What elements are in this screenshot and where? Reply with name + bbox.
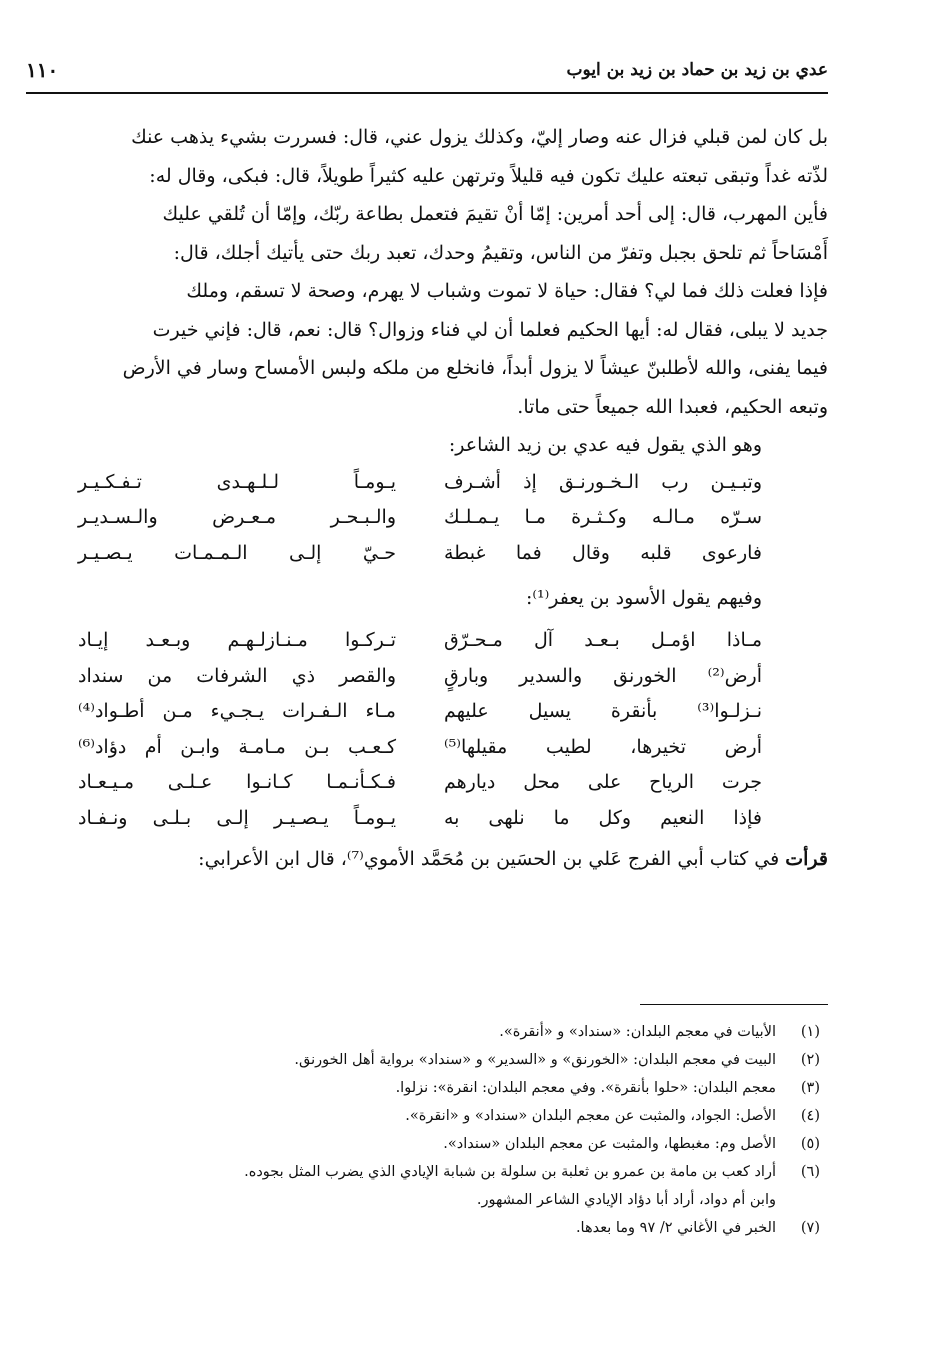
footnote	[60, 1214, 820, 1242]
footnote	[60, 1130, 820, 1158]
second-hemistich: والقصر ذي الشرفات من سنداد	[78, 664, 396, 687]
footnote	[60, 1158, 820, 1186]
footnote-text: أراد كعب بن مامة بن عمرو بن ثعلبة بن سلولة بن شبابة الإيادي الذي يضرب المثل بجوده.	[244, 1164, 776, 1180]
second-hemistich: يـومـاً يـصـيـر إلـى بـلـى ونـفـاد	[78, 806, 396, 829]
verse	[22, 765, 828, 801]
footnote-text: الأصل: الجواد، والمثبت عن معجم البلدان «سنداد» و «انقرة».	[405, 1108, 776, 1124]
second-hemistich: تـركـوا مـنـازلـهـم وبـعـد إيـاد	[78, 629, 396, 652]
first-hemistich: مـاذا اؤمـل بـعـد آل مـحـرّق	[444, 629, 762, 652]
closing-line	[22, 840, 828, 878]
first-hemistich: نـزلـوا⁽³⁾ بأنقرة يسيل عليهم	[444, 700, 762, 723]
footnotes	[60, 1018, 820, 1242]
footnote-text: الأبيات في معجم البلدان: «سنداد» و «أنقرة».	[499, 1024, 776, 1040]
footnote-text: معجم البلدان: «حلوا بأنقرة». وفي معجم البلدان: انقرة»: نزلوا.	[395, 1080, 776, 1096]
poem-intro: وهو الذي يقول فيه عدي بن زيد الشاعر:	[448, 434, 762, 456]
footnote	[60, 1018, 820, 1046]
first-hemistich: سـرّه مـالـه وكـثـرة مـا يـمـلـك	[444, 506, 762, 529]
prose-line: بل كان لمن قبلي فزال عنه وصار إليّ، وكذلك يزول عني، قال: فسررت بشيء يذهب عنك	[131, 126, 828, 148]
footnote-number: (٧)	[800, 1220, 820, 1236]
verse	[22, 658, 828, 694]
footnote	[60, 1074, 820, 1102]
main-text	[22, 118, 828, 878]
footnote-number: (٣)	[800, 1080, 820, 1096]
second-hemistich: مـاء الـفـرات يـجـيء مـن أطـواد⁽⁴⁾	[78, 700, 396, 723]
verse	[22, 464, 828, 500]
closing-text: في كتاب أبي الفرج عَلي بن الحسَين بن مُحَمَّد الأموي⁽⁷⁾، قال ابن الأعرابي:	[198, 847, 786, 870]
footnote	[60, 1046, 820, 1074]
footnote-number: (٥)	[800, 1136, 820, 1152]
verse	[22, 729, 828, 765]
poem-adi	[22, 464, 828, 571]
first-hemistich: وتبـيـن رب الـخـورنـق إذ أشـرف	[444, 470, 762, 493]
page-number: ١١٠	[26, 58, 59, 82]
poem-intro: وفيهم يقول الأسود بن يعفر⁽¹⁾:	[525, 586, 762, 609]
footnote-number: (١)	[800, 1024, 820, 1040]
footnote-text: البيت في معجم البلدان: «الخورنق» و «السدير» و «سنداد» برواية أهل الخورنق.	[294, 1052, 776, 1068]
closing-lead-word: قرأت	[785, 847, 828, 870]
footnote-text: الخبر في الأغاني ٢/ ٩٧ وما بعدها.	[575, 1220, 776, 1236]
verse	[22, 535, 828, 571]
verse	[22, 623, 828, 659]
prose-paragraph	[22, 118, 828, 426]
first-hemistich: فارعوى قلبه وقال فما غبطة	[444, 541, 762, 564]
prose-line: جديد لا يبلى، فقال له: أيها الحكيم فعلما أن لي فناء وزوال؟ قال: نعم، قال: فإني خيرت	[152, 318, 828, 341]
verse	[22, 500, 828, 536]
header-rule	[26, 92, 828, 94]
prose-line: أَمْسَاحاً ثم تلحق بجبل وتفرّ من الناس، وتقيمُ وحدك، تعبد ربك حتى يأتيك أجلك، قال:	[173, 241, 828, 264]
first-hemistich: فإذا النعيم وكل ما نلهى به	[444, 806, 762, 829]
footnote-number: (٦)	[800, 1164, 820, 1180]
first-hemistich: جرت الرياح على محل ديارهم	[444, 771, 762, 794]
footnote-continuation: وابن أم دواد، أراد أبا دؤاد الإيادي الشاعر المشهور.	[476, 1192, 776, 1208]
footnote-number: (٢)	[800, 1052, 820, 1068]
prose-line: فأين المهرب، قال: إلى أحد أمرين: إمّا أنْ تقيمَ فتعمل بطاعة ربّك، وإمّا أن تُلقي عليك	[162, 203, 828, 225]
first-hemistich: أرض تخيرها، لطيب مقيلها⁽⁵⁾	[444, 735, 762, 758]
second-hemistich: كـعـب بـن مـامـة وابـن أم دؤاد⁽⁶⁾	[78, 735, 396, 758]
second-hemistich: فـكـأنـمـا كـانـوا عـلـى مـيـعـاد	[78, 771, 396, 794]
second-hemistich: حـيّ إلـى الـمـمـات يـصـيـر	[78, 541, 396, 564]
footnote-rule	[640, 1004, 828, 1005]
poem-aswad	[22, 623, 828, 836]
second-hemistich: والـبـحـر مـعـرض والـسـديـر	[78, 506, 396, 529]
footnote	[60, 1102, 820, 1130]
prose-line: فإذا فعلت ذلك فما لي؟ فقال: حياة لا تموت وشباب لا يهرم، وصحة لا تسقم، وملك	[186, 280, 828, 302]
footnote-text: الأصل وم: مغبطها، والمثبت عن معجم البلدان «سنداد».	[443, 1136, 776, 1152]
first-hemistich: أرض⁽²⁾ الخورنق والسدير وبارقٍ	[444, 664, 762, 687]
footnote-number: (٤)	[800, 1108, 820, 1124]
verse	[22, 800, 828, 836]
second-hemistich: يـومـاً لـلـهـدى تـفـكـيـر	[78, 470, 396, 493]
prose-line: وتبعه الحكيم، فعبدا الله جميعاً حتى ماتا.	[517, 395, 828, 418]
page-header	[26, 56, 828, 92]
prose-line: فيما يفنى، والله لأطلبنّ عيشاً لا يزول أبداً، فانخلع من ملكه ولبس الأمساح وسار في الأرض	[122, 357, 828, 379]
prose-line: لذّته غداً وتبقى تبعته عليك تكون فيه قليلاً وترتهن عليه كثيراً طويلاً، قال: فبكى، وقال له:	[149, 164, 828, 187]
verse	[22, 694, 828, 730]
running-title: عدي بن زيد بن حماد بن زيد بن ايوب	[566, 60, 828, 80]
